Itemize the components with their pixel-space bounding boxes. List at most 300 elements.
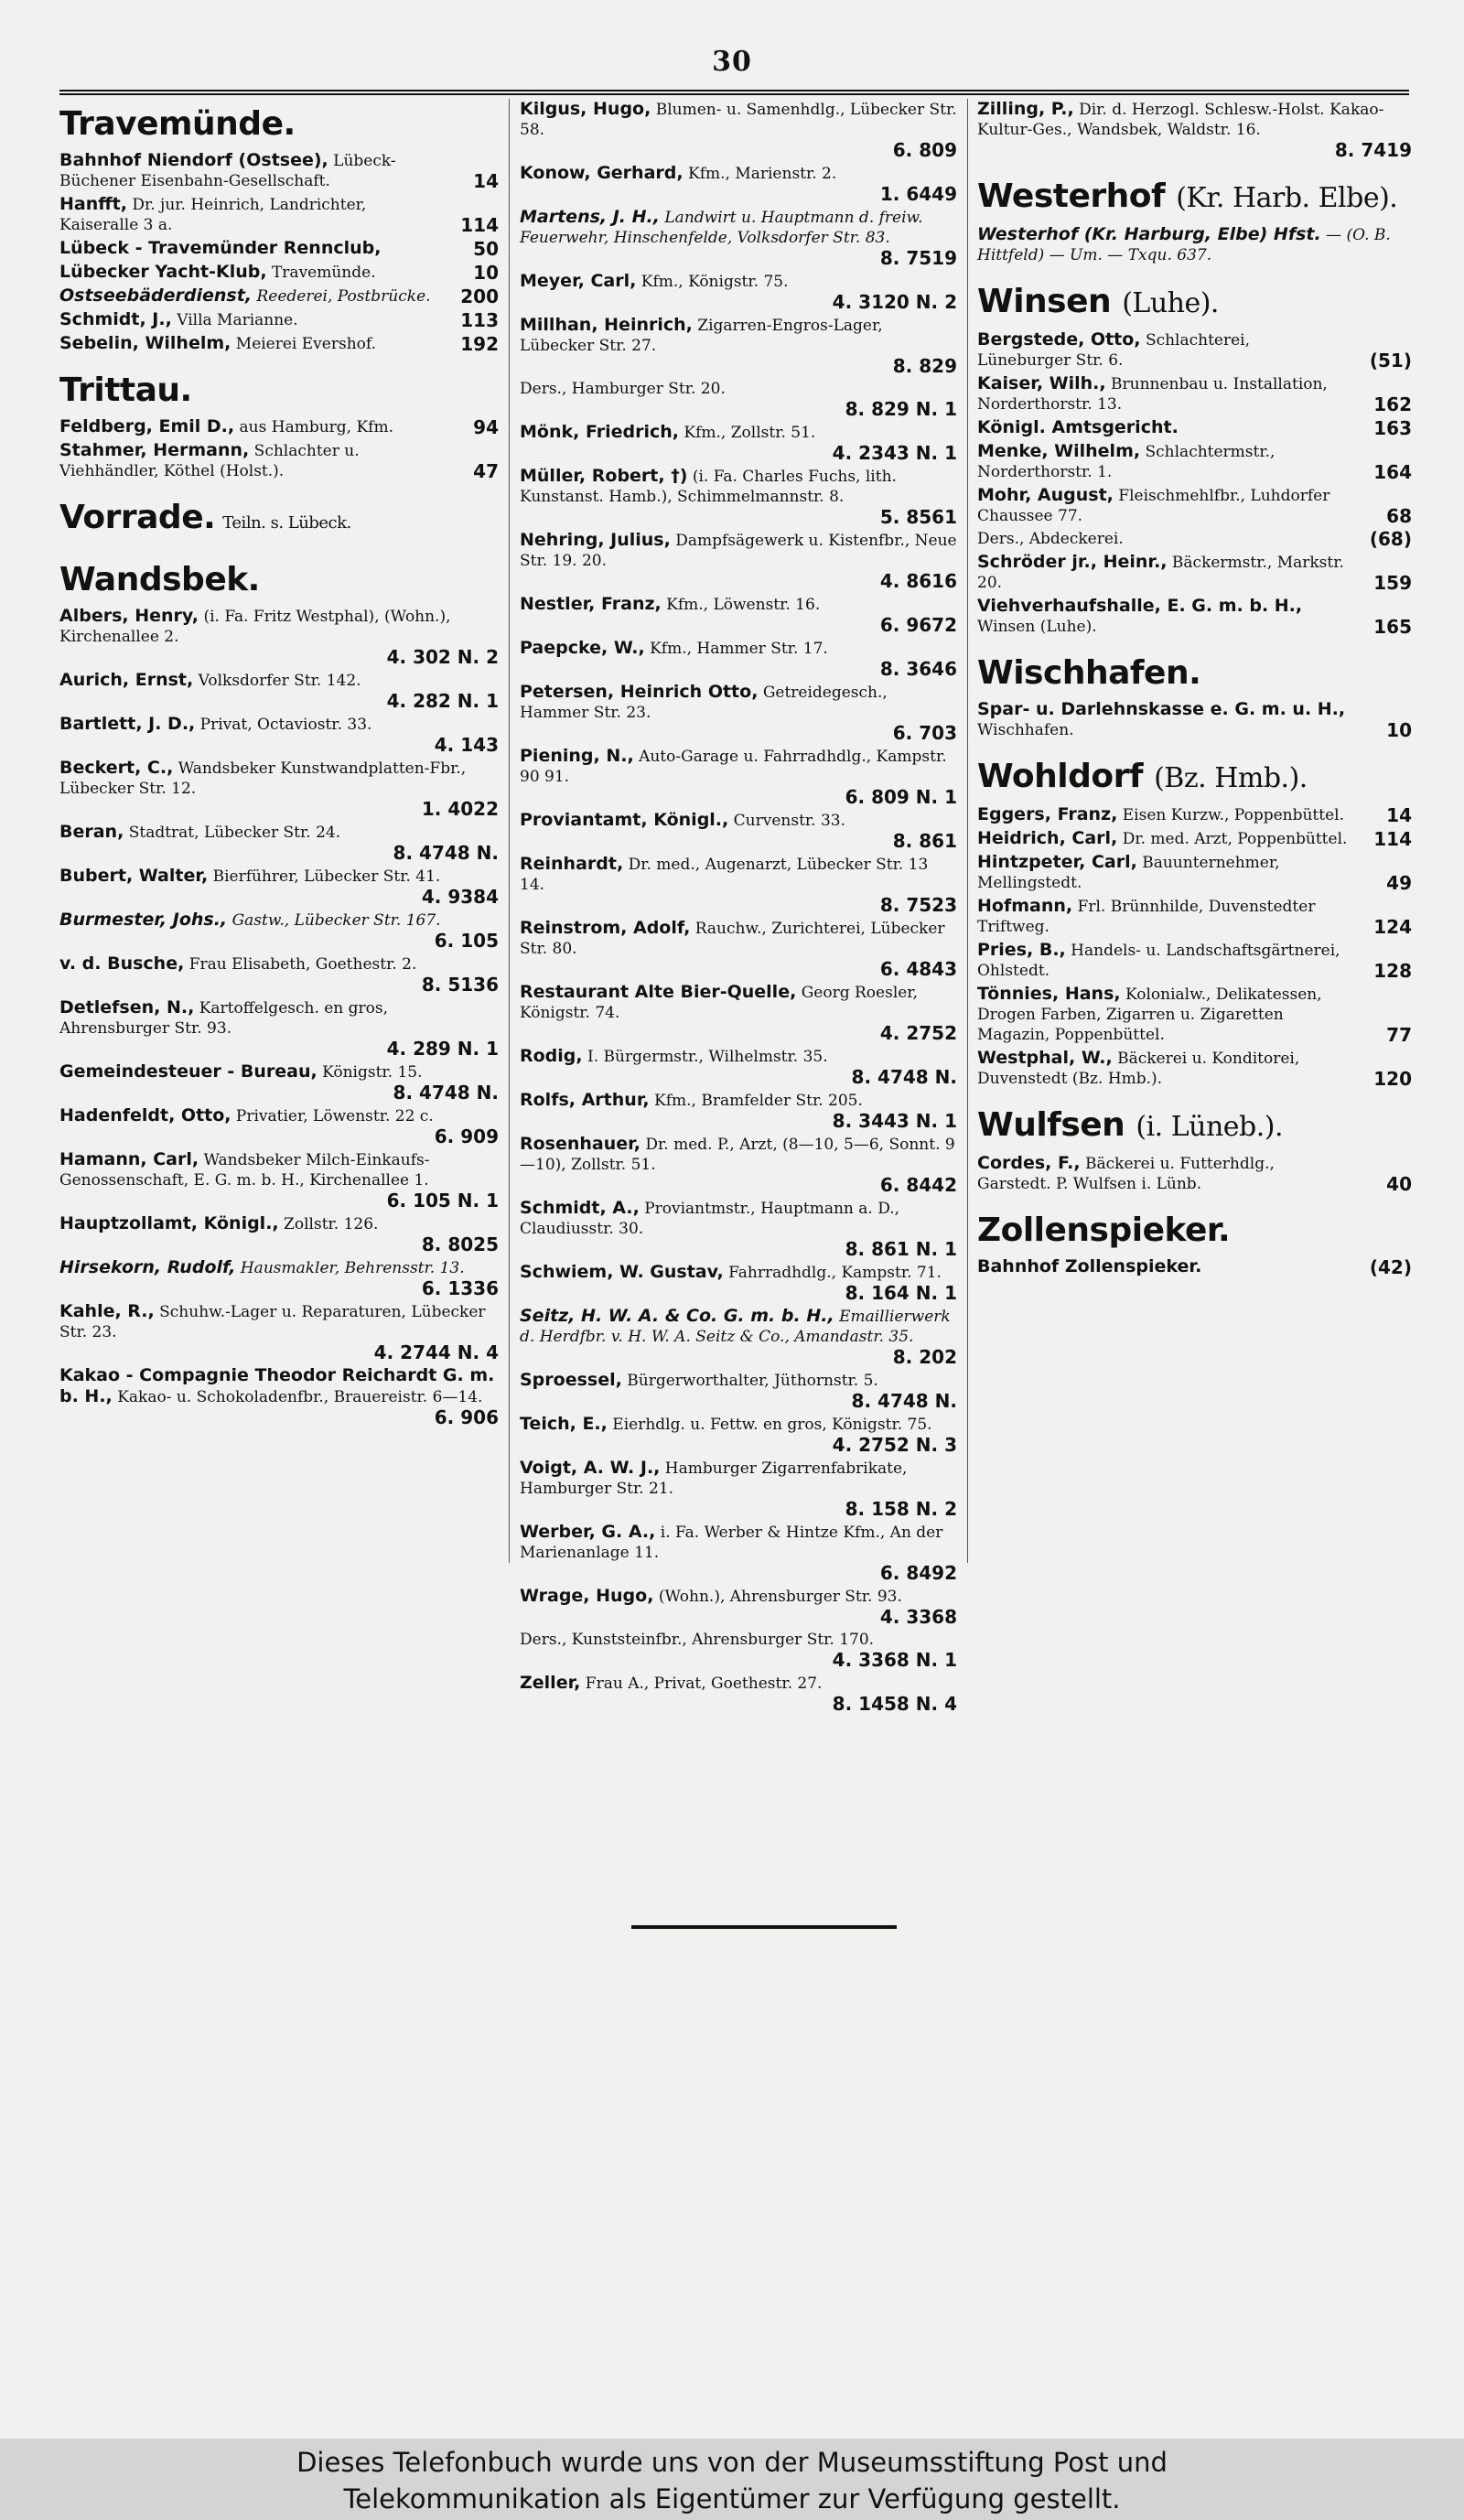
entry-name: Lübecker Yacht-Klub, bbox=[59, 262, 267, 282]
entry-detail: Emaillierwerk d. Herdfbr. v. H. W. A. Seitz & Co., Amandastr. 35. bbox=[520, 1308, 951, 1346]
entry-name: Stahmer, Hermann, bbox=[59, 440, 250, 460]
entry-detail: (Wohn.), Ahrensburger Str. 93. bbox=[658, 1588, 902, 1606]
entry-name: Rosenhauer, bbox=[520, 1134, 640, 1154]
entry-detail: Handels- u. Landschaftsgärtnerei, Ohlstedt. bbox=[977, 942, 1340, 980]
directory-entry bbox=[59, 953, 499, 995]
section-note: Teiln. s. Lübeck. bbox=[222, 513, 351, 533]
entry-name: Hamann, Carl, bbox=[59, 1149, 199, 1169]
entry-detail: Kfm., Königstr. 75. bbox=[640, 273, 789, 291]
section bbox=[977, 757, 1412, 1089]
entry-name: Heidrich, Carl, bbox=[977, 828, 1118, 848]
directory-entry bbox=[59, 238, 499, 259]
entry-detail: Ders., Hamburger Str. 20. bbox=[520, 380, 726, 398]
entry-name: Viehverhaufshalle, E. G. m. b. H., bbox=[977, 596, 1303, 616]
directory-entry bbox=[520, 1414, 957, 1455]
entry-detail: Kfm., Marienstr. 2. bbox=[688, 165, 837, 183]
entry-phone-number: 8. 158 N. 2 bbox=[845, 1498, 957, 1520]
entry-name: Westerhof (Kr. Harburg, Elbe) Hfst. bbox=[977, 224, 1321, 244]
directory-entry bbox=[520, 918, 957, 979]
directory-entry bbox=[977, 596, 1412, 637]
entry-detail: Kfm., Löwenstr. 16. bbox=[666, 596, 821, 614]
entry-name: Pries, B., bbox=[977, 940, 1066, 960]
entry-name: Kilgus, Hugo, bbox=[520, 99, 651, 119]
entry-name: Konow, Gerhard, bbox=[520, 163, 684, 183]
entry-name: Schmidt, J., bbox=[59, 309, 172, 329]
directory-entry bbox=[977, 529, 1412, 549]
directory-entry bbox=[59, 1301, 499, 1362]
section bbox=[59, 371, 499, 481]
entry-name: Hofmann, bbox=[977, 896, 1073, 916]
directory-entry bbox=[59, 822, 499, 863]
directory-entry bbox=[977, 441, 1412, 482]
directory-entry bbox=[520, 1090, 957, 1131]
entry-phone-number: (42) bbox=[1369, 1256, 1412, 1278]
directory-entry bbox=[977, 804, 1412, 825]
entry-phone-number: 6. 8492 bbox=[879, 1562, 957, 1584]
directory-entry bbox=[520, 1586, 957, 1627]
entry-name: Bahnhof Zollenspieker. bbox=[977, 1256, 1202, 1276]
directory-entry bbox=[59, 416, 499, 437]
section-title: Wohldorf bbox=[977, 758, 1144, 795]
entry-phone-number: 4. 9384 bbox=[421, 886, 499, 908]
entry-name: Menke, Wilhelm, bbox=[977, 441, 1141, 461]
entry-name: Mönk, Friedrich, bbox=[520, 422, 679, 442]
entry-name: Werber, G. A., bbox=[520, 1522, 656, 1542]
entry-phone-number: 8. 202 bbox=[892, 1346, 957, 1368]
directory-entry bbox=[520, 682, 957, 743]
section-heading bbox=[59, 498, 499, 544]
entry-detail: Villa Marianne. bbox=[177, 311, 298, 329]
directory-entry bbox=[977, 485, 1412, 526]
entry-phone-number: 1. 4022 bbox=[421, 798, 499, 820]
entry-phone-number: 4. 2744 N. 4 bbox=[373, 1341, 499, 1363]
entry-detail: Privatier, Löwenstr. 22 c. bbox=[235, 1107, 434, 1125]
directory-entry bbox=[59, 150, 499, 191]
entry-name: Beran, bbox=[59, 822, 124, 842]
entry-phone-number: 6. 105 bbox=[434, 930, 499, 952]
section-subtitle: (Bz. Hmb.). bbox=[1154, 762, 1308, 794]
directory-entry bbox=[977, 1153, 1412, 1194]
entry-phone-number: (51) bbox=[1369, 350, 1412, 372]
directory-entry bbox=[520, 982, 957, 1043]
entry-name: Restaurant Alte Bier-Quelle, bbox=[520, 982, 797, 1002]
directory-entry bbox=[59, 910, 499, 951]
directory-entry bbox=[59, 1213, 499, 1255]
entry-phone-number: 6. 8442 bbox=[879, 1174, 957, 1196]
entry-detail: Curvenstr. 33. bbox=[733, 812, 846, 830]
entry-phone-number: 4. 282 N. 1 bbox=[386, 690, 499, 712]
directory-entry bbox=[977, 1048, 1412, 1089]
entry-detail: Zollstr. 126. bbox=[284, 1215, 379, 1233]
entry-phone-number: 8. 829 N. 1 bbox=[845, 398, 957, 420]
section-heading bbox=[977, 653, 1412, 694]
entry-name: Zeller, bbox=[520, 1673, 581, 1693]
entry-detail: Eisen Kurzw., Poppenbüttel. bbox=[1122, 806, 1344, 824]
entry-detail: Wandsbeker Kunstwandplatten-Fbr., Lübecker Str. 12. bbox=[59, 759, 467, 798]
entry-name: Schmidt, A., bbox=[520, 1198, 640, 1218]
entry-detail: Gastw., Lübecker Str. 167. bbox=[231, 911, 441, 930]
page-number: 30 bbox=[712, 46, 752, 78]
entry-name: v. d. Busche, bbox=[59, 953, 185, 974]
directory-entry bbox=[977, 940, 1412, 981]
entry-phone-number: 124 bbox=[1373, 916, 1412, 938]
directory-entry bbox=[977, 1256, 1412, 1277]
entry-phone-number: 47 bbox=[473, 460, 499, 482]
entry-name: Burmester, Johs., bbox=[59, 910, 228, 930]
entry-detail: Proviantmstr., Hauptmann a. D., Claudiusstr. 30. bbox=[520, 1200, 900, 1238]
column-1 bbox=[59, 99, 499, 1652]
entry-phone-number: 8. 164 N. 1 bbox=[845, 1282, 957, 1304]
entry-detail: — (O. B. Hittfeld) — Um. — Txqu. 637. bbox=[977, 226, 1391, 264]
section-title: Vorrade. bbox=[59, 499, 216, 536]
entry-detail: Kakao- u. Schokoladenfbr., Brauereistr. 6—14. bbox=[117, 1388, 483, 1406]
directory-entry bbox=[59, 285, 499, 307]
entry-name: Kaiser, Wilh., bbox=[977, 373, 1106, 393]
entry-detail: Auto-Garage u. Fahrradhdlg., Kampstr. 90 91. bbox=[520, 748, 947, 786]
entry-name: Paepcke, W., bbox=[520, 638, 645, 658]
entry-phone-number: 8. 5136 bbox=[421, 974, 499, 996]
entry-name: Nehring, Julius, bbox=[520, 530, 671, 550]
directory-entry bbox=[977, 984, 1412, 1045]
column-3 bbox=[977, 99, 1412, 1652]
entry-name: Feldberg, Emil D., bbox=[59, 416, 235, 436]
entry-name: Martens, J. H., bbox=[520, 207, 660, 227]
section-title: Wischhafen. bbox=[977, 654, 1201, 692]
directory-entry bbox=[977, 896, 1412, 937]
entry-detail: Hamburger Zigarrenfabrikate, Hamburger Str. 21. bbox=[520, 1459, 908, 1498]
entry-phone-number: 8. 829 bbox=[892, 355, 957, 377]
entry-phone-number: 4. 3368 bbox=[879, 1606, 957, 1628]
entry-phone-number: 200 bbox=[460, 285, 499, 307]
entry-phone-number: 40 bbox=[1386, 1173, 1412, 1195]
entry-detail: Bauunternehmer, Mellingstedt. bbox=[977, 854, 1280, 892]
entry-phone-number: 77 bbox=[1386, 1024, 1412, 1046]
entry-name: Reinhardt, bbox=[520, 854, 624, 874]
entry-phone-number: 114 bbox=[1373, 828, 1412, 850]
entry-detail: Königstr. 15. bbox=[322, 1063, 423, 1082]
entry-phone-number: 50 bbox=[473, 238, 499, 260]
entry-detail: Georg Roesler, Königstr. 74. bbox=[520, 984, 918, 1022]
entry-phone-number: 10 bbox=[1386, 719, 1412, 741]
section-title: Travemünde. bbox=[59, 105, 296, 143]
entry-phone-number: 8. 4748 N. bbox=[393, 1082, 499, 1104]
entry-name: Hintzpeter, Carl, bbox=[977, 852, 1137, 872]
entry-phone-number: 128 bbox=[1373, 960, 1412, 982]
entry-phone-number: 94 bbox=[473, 416, 499, 438]
entry-phone-number: 162 bbox=[1373, 393, 1412, 415]
entry-name: Bahnhof Niendorf (Ostsee), bbox=[59, 150, 328, 170]
entry-phone-number: 6. 703 bbox=[892, 722, 957, 744]
section bbox=[977, 99, 1412, 160]
entry-name: Detlefsen, N., bbox=[59, 997, 195, 1018]
entry-detail: Kfm., Hammer Str. 17. bbox=[650, 640, 828, 658]
entry-name: Schwiem, W. Gustav, bbox=[520, 1262, 724, 1282]
entry-detail: Frl. Brünnhilde, Duvenstedter Triftweg. bbox=[977, 898, 1316, 936]
section bbox=[520, 99, 957, 1714]
entry-phone-number: 6. 105 N. 1 bbox=[386, 1190, 499, 1212]
entry-phone-number: 10 bbox=[473, 262, 499, 284]
entry-detail: i. Fa. Werber & Hintze Kfm., An der Marienanlage 11. bbox=[520, 1524, 943, 1562]
entry-detail: Hausmakler, Behrensstr. 13. bbox=[240, 1259, 465, 1277]
entry-phone-number: 159 bbox=[1373, 572, 1412, 594]
entry-name: Sebelin, Wilhelm, bbox=[59, 333, 231, 353]
section bbox=[977, 1211, 1412, 1277]
entry-phone-number: 165 bbox=[1373, 616, 1412, 638]
entry-name: Eggers, Franz, bbox=[977, 804, 1118, 824]
directory-entry bbox=[977, 699, 1412, 740]
section bbox=[59, 104, 499, 354]
entry-phone-number: 8. 861 bbox=[892, 830, 957, 852]
entry-name: Schröder jr., Heinr., bbox=[977, 552, 1168, 572]
directory-entry bbox=[520, 594, 957, 635]
section-title: Trittau. bbox=[59, 372, 192, 409]
entry-phone-number: 14 bbox=[473, 170, 499, 192]
entry-name: Voigt, A. W. J., bbox=[520, 1458, 661, 1478]
archive-footer bbox=[0, 2439, 1464, 2520]
entry-phone-number: 120 bbox=[1373, 1068, 1412, 1090]
entry-phone-number: 8. 3443 N. 1 bbox=[832, 1110, 957, 1132]
entry-phone-number: 6. 4843 bbox=[879, 958, 957, 980]
section-heading bbox=[59, 104, 499, 145]
entry-phone-number: 6. 906 bbox=[434, 1406, 499, 1428]
entry-name: Petersen, Heinrich Otto, bbox=[520, 682, 759, 702]
entry-phone-number: 6. 9672 bbox=[879, 614, 957, 636]
directory-entry bbox=[59, 1257, 499, 1298]
entry-phone-number: 4. 289 N. 1 bbox=[386, 1038, 499, 1060]
entry-name: Hauptzollamt, Königl., bbox=[59, 1213, 279, 1233]
entry-phone-number: 8. 4748 N. bbox=[851, 1390, 957, 1412]
entry-name: Bubert, Walter, bbox=[59, 866, 209, 886]
section-subtitle: (i. Lüneb.). bbox=[1136, 1111, 1284, 1143]
entry-detail: Winsen (Luhe). bbox=[977, 618, 1097, 636]
entry-phone-number: 4. 302 N. 2 bbox=[386, 646, 499, 668]
entry-name: Westphal, W., bbox=[977, 1048, 1113, 1068]
entry-name: Kakao - Compagnie Theodor Reichardt G. m. b. H., bbox=[59, 1365, 495, 1406]
entry-detail: Eierhdlg. u. Fettw. en gros, Königstr. 75. bbox=[612, 1416, 932, 1434]
directory-entry bbox=[59, 333, 499, 354]
entry-detail: Wandsbeker Milch-Einkaufs-Genossenschaft, E. G. m. b. H., Kirchenallee 1. bbox=[59, 1151, 430, 1190]
directory-entry bbox=[520, 1673, 957, 1714]
section-title: Wandsbek. bbox=[59, 561, 260, 598]
entry-detail: Meierei Evershof. bbox=[235, 335, 376, 353]
section bbox=[977, 282, 1412, 637]
section-heading bbox=[977, 282, 1412, 324]
entry-phone-number: 8. 7523 bbox=[879, 894, 957, 916]
entry-detail: Getreidegesch., Hammer Str. 23. bbox=[520, 684, 888, 722]
directory-entry bbox=[520, 1630, 957, 1670]
entry-name: Bergstede, Otto, bbox=[977, 329, 1141, 350]
directory-entry bbox=[520, 746, 957, 807]
entry-name: Kahle, R., bbox=[59, 1301, 155, 1321]
directory-entry bbox=[59, 1149, 499, 1211]
column-divider bbox=[967, 99, 968, 1563]
section-title: Wulfsen bbox=[977, 1106, 1125, 1144]
entry-detail: Travemünde. bbox=[271, 264, 376, 282]
entry-phone-number: 164 bbox=[1373, 461, 1412, 483]
entry-name: Seitz, H. W. A. & Co. G. m. b. H., bbox=[520, 1306, 834, 1326]
footer-line-2: Telekommunikation als Eigentümer zur Verfügung gestellt. bbox=[343, 2483, 1121, 2515]
entry-detail: Blumen- u. Samenhdlg., Lübecker Str. 58. bbox=[520, 101, 957, 139]
entry-detail: Kfm., Bramfelder Str. 205. bbox=[654, 1092, 863, 1110]
directory-entry bbox=[520, 99, 957, 160]
entry-name: Reinstrom, Adolf, bbox=[520, 918, 691, 938]
header-rule bbox=[59, 90, 1409, 95]
entry-detail: Bäckermstr., Markstr. 20. bbox=[977, 554, 1344, 592]
entry-phone-number: 8. 861 N. 1 bbox=[845, 1238, 957, 1260]
entry-name: Albers, Henry, bbox=[59, 606, 199, 626]
entry-name: Königl. Amtsgericht. bbox=[977, 417, 1179, 437]
entry-detail: Kfm., Zollstr. 51. bbox=[684, 424, 816, 442]
entry-phone-number: 4. 3120 N. 2 bbox=[832, 291, 957, 313]
entry-detail: Fahrradhdlg., Kampstr. 71. bbox=[728, 1264, 942, 1282]
entry-name: Hirsekorn, Rudolf, bbox=[59, 1257, 236, 1277]
entry-name: Lübeck - Travemünder Rennclub, bbox=[59, 238, 382, 258]
directory-entry bbox=[977, 417, 1412, 438]
section-subtitle: (Kr. Harb. Elbe). bbox=[1176, 182, 1398, 214]
entry-name: Tönnies, Hans, bbox=[977, 984, 1121, 1004]
entry-detail: Schlachterei, Lüneburger Str. 6. bbox=[977, 331, 1251, 370]
entry-name: Rolfs, Arthur, bbox=[520, 1090, 650, 1110]
section bbox=[977, 653, 1412, 740]
entry-phone-number: 6. 1336 bbox=[421, 1277, 499, 1299]
entry-detail: Privat, Octaviostr. 33. bbox=[199, 716, 372, 734]
entry-name: Spar- u. Darlehnskasse e. G. m. u. H., bbox=[977, 699, 1346, 719]
section-heading bbox=[977, 1105, 1412, 1147]
footer-line-1: Dieses Telefonbuch wurde uns von der Museumsstiftung Post und bbox=[296, 2447, 1168, 2478]
directory-entry bbox=[59, 758, 499, 819]
directory-entry bbox=[520, 379, 957, 419]
directory-entry bbox=[977, 852, 1412, 893]
entry-detail: Schlachter u. Viehhändler, Köthel (Holst.). bbox=[59, 442, 360, 480]
entry-phone-number: 4. 3368 N. 1 bbox=[832, 1649, 957, 1671]
entry-detail: Bäckerei u. Futterhdlg., Garstedt. P. Wulfsen i. Lünb. bbox=[977, 1155, 1275, 1193]
directory-entry bbox=[59, 714, 499, 755]
entry-detail: Reederei, Postbrücke. bbox=[256, 287, 431, 306]
directory-entry bbox=[59, 194, 499, 235]
section bbox=[59, 560, 499, 1427]
entry-name: Proviantamt, Königl., bbox=[520, 810, 729, 830]
entry-detail: Bierführer, Lübecker Str. 41. bbox=[212, 867, 441, 886]
entry-detail: Schlachtermstr., Norderthorstr. 1. bbox=[977, 443, 1276, 481]
entry-detail: Dr. med. Arzt, Poppenbüttel. bbox=[1122, 830, 1348, 848]
directory-entry bbox=[520, 1046, 957, 1087]
directory-entry bbox=[520, 271, 957, 312]
section bbox=[977, 177, 1412, 265]
entry-name: Nestler, Franz, bbox=[520, 594, 662, 614]
entry-name: Rodig, bbox=[520, 1046, 583, 1066]
section-title: Zollenspieker. bbox=[977, 1212, 1231, 1249]
entry-phone-number: 8. 1458 N. 4 bbox=[832, 1693, 957, 1715]
directory-entry bbox=[520, 854, 957, 915]
section-heading bbox=[59, 560, 499, 600]
column-divider bbox=[509, 99, 510, 1563]
directory-entry bbox=[977, 224, 1412, 265]
section-subtitle: (Luhe). bbox=[1122, 287, 1219, 319]
directory-entry bbox=[520, 466, 957, 527]
directory-entry bbox=[520, 422, 957, 463]
directory-entry bbox=[520, 810, 957, 851]
directory-entry bbox=[520, 1262, 957, 1303]
section bbox=[59, 498, 499, 544]
entry-name: Müller, Robert, †) bbox=[520, 466, 688, 486]
entry-name: Ostseebäderdienst, bbox=[59, 285, 253, 306]
directory-entry bbox=[520, 1522, 957, 1583]
entry-detail: Dir. d. Herzogl. Schlesw.-Holst. Kakao-Kultur-Ges., Wandsbek, Waldstr. 16. bbox=[977, 101, 1384, 139]
entry-detail: Kolonialw., Delikatessen, Drogen Farben, Zigarren u. Zigaretten Magazin, Poppenbüttel. bbox=[977, 985, 1322, 1044]
entry-detail: Frau Elisabeth, Goethestr. 2. bbox=[188, 955, 417, 974]
entry-phone-number: 49 bbox=[1386, 872, 1412, 894]
directory-entry bbox=[59, 997, 499, 1059]
entry-detail: Bürgerworthalter, Jüthornstr. 5. bbox=[627, 1372, 878, 1390]
entry-phone-number: 113 bbox=[460, 309, 499, 331]
entry-detail: Ders., Kunststeinfbr., Ahrensburger Str. 170. bbox=[520, 1631, 875, 1649]
entry-detail: Rauchw., Zurichterei, Lübecker Str. 80. bbox=[520, 920, 945, 958]
section-title: Winsen bbox=[977, 283, 1112, 320]
directory-entry bbox=[59, 440, 499, 481]
section-heading bbox=[977, 1211, 1412, 1251]
entry-phone-number: 68 bbox=[1386, 505, 1412, 527]
directory-entry bbox=[520, 315, 957, 376]
directory-entry bbox=[520, 1370, 957, 1411]
entry-name: Wrage, Hugo, bbox=[520, 1586, 654, 1606]
entry-name: Meyer, Carl, bbox=[520, 271, 637, 291]
directory-entry bbox=[59, 1105, 499, 1147]
entry-detail: Bäckerei u. Konditorei, Duvenstedt (Bz. Hmb.). bbox=[977, 1050, 1300, 1088]
entry-phone-number: 192 bbox=[460, 333, 499, 355]
entry-name: Hadenfeldt, Otto, bbox=[59, 1105, 231, 1125]
directory-entry bbox=[977, 329, 1412, 371]
directory-entry bbox=[520, 1198, 957, 1259]
directory-entry bbox=[520, 530, 957, 591]
directory-entry bbox=[520, 207, 957, 268]
entry-detail: Volksdorfer Str. 142. bbox=[198, 672, 361, 690]
entry-name: Hanfft, bbox=[59, 194, 127, 214]
entry-name: Bartlett, J. D., bbox=[59, 714, 196, 734]
entry-detail: Kartoffelgesch. en gros, Ahrensburger Str. 93. bbox=[59, 999, 389, 1038]
entry-name: Sproessel, bbox=[520, 1370, 622, 1390]
entry-name: Gemeindesteuer - Bureau, bbox=[59, 1061, 318, 1082]
entry-detail: Lübeck-Büchener Eisenbahn-Gesellschaft. bbox=[59, 152, 396, 190]
directory-entry bbox=[59, 606, 499, 667]
entry-phone-number: 163 bbox=[1373, 417, 1412, 439]
end-rule bbox=[631, 1925, 897, 1929]
entry-detail: aus Hamburg, Kfm. bbox=[239, 418, 393, 436]
section-heading bbox=[59, 371, 499, 411]
entry-detail: Fleischmehlfbr., Luhdorfer Chaussee 77. bbox=[977, 487, 1330, 525]
entry-detail: (i. Fa. Fritz Westphal), (Wohn.), Kirchenallee 2. bbox=[59, 608, 451, 646]
section bbox=[977, 1105, 1412, 1194]
entry-phone-number: 6. 809 bbox=[892, 139, 957, 161]
entry-name: Mohr, August, bbox=[977, 485, 1114, 505]
column-2 bbox=[520, 99, 957, 1715]
entry-detail: Zigarren-Engros-Lager, Lübecker Str. 27. bbox=[520, 317, 883, 355]
entry-phone-number: 8. 7419 bbox=[1334, 139, 1412, 161]
entry-phone-number: 4. 2752 bbox=[879, 1022, 957, 1044]
entry-phone-number: 4. 8616 bbox=[879, 570, 957, 592]
directory-entry bbox=[977, 373, 1412, 415]
entry-phone-number: 8. 7519 bbox=[879, 247, 957, 269]
directory-entry bbox=[520, 1134, 957, 1195]
directory-entry bbox=[59, 670, 499, 711]
entry-phone-number: 6. 809 N. 1 bbox=[845, 786, 957, 808]
directory-entry bbox=[977, 99, 1412, 160]
entry-detail: (i. Fa. Charles Fuchs, lith. Kunstanst. Hamb.), Schimmelmannstr. 8. bbox=[520, 468, 897, 506]
entry-phone-number: (68) bbox=[1369, 528, 1412, 550]
section-title: Westerhof bbox=[977, 178, 1166, 215]
section-heading bbox=[977, 177, 1412, 219]
entry-name: Millhan, Heinrich, bbox=[520, 315, 693, 335]
entry-phone-number: 4. 2343 N. 1 bbox=[832, 442, 957, 464]
